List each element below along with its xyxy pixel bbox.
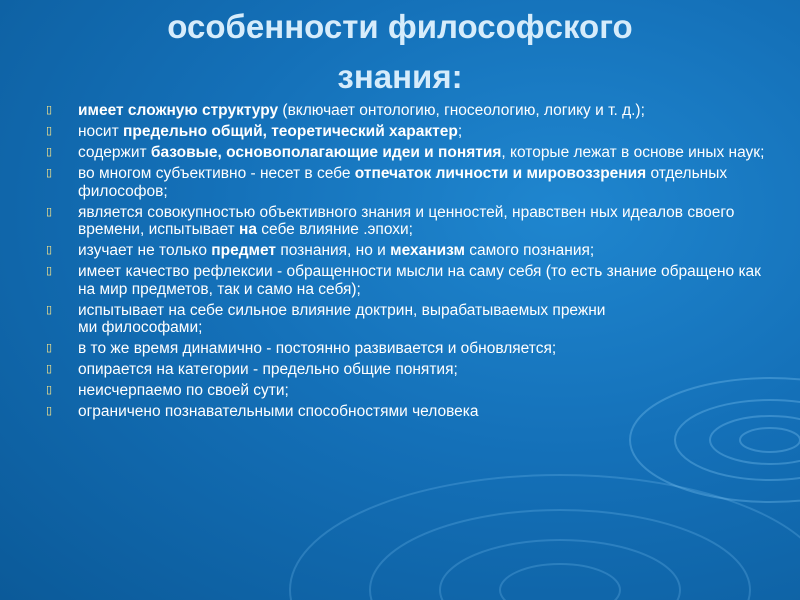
bullet-item [46, 382, 766, 400]
bullet-text: познания, но и [276, 242, 391, 259]
bullet-item [46, 123, 766, 141]
bullet-bold-text: предельно общий, теоретический характер [123, 123, 458, 140]
bullet-item [46, 165, 766, 200]
bullet-item [46, 361, 766, 379]
bullet-marker-icon: ▯ [46, 265, 53, 277]
bullet-text: ; [457, 123, 463, 140]
bullet-text: имеет качество рефлексии - обращенности мысли на саму себя (то есть знание обращено как на мир предметов, так и само на себя); [78, 263, 761, 298]
slide-title-line1: особенности философского [167, 8, 633, 45]
bullet-marker-icon: ▯ [46, 146, 53, 158]
bullet-text: носит [78, 123, 123, 140]
bullet-marker-icon: ▯ [46, 363, 53, 375]
bullet-text: является совокупностью объективного знания и ценностей, нравствен ных идеалов своего времени, испытывает [78, 203, 735, 238]
bullet-marker-icon: ▯ [46, 167, 53, 179]
bullet-marker-icon: ▯ [46, 104, 53, 116]
bullet-text: себе влияние .эпохи; [256, 221, 413, 238]
bullet-item [46, 102, 766, 120]
bullet-text: испытывает на себе сильное влияние доктрин, вырабатываемых прежни [78, 301, 606, 319]
bullet-bold-text: имеет сложную структуру [78, 102, 279, 119]
bullet-bold-text: базовые, основополагающие идеи и понятия [150, 144, 502, 161]
bullet-marker-icon: ▯ [46, 384, 53, 396]
bullet-bold-text: предмет [211, 242, 277, 259]
bullet-item [46, 403, 766, 421]
bullet-marker-icon: ▯ [46, 303, 53, 316]
bullet-text: (включает онтологию, гносеологию, логику и т. д.); [278, 102, 645, 119]
bullet-item [46, 204, 766, 239]
bullet-bold-text: механизм [390, 242, 465, 259]
slide-title [0, 2, 800, 102]
slide-title-line2: знания: [337, 58, 463, 95]
bullet-bold-text: отпечаток личности и мировоззрения [354, 165, 647, 182]
bullet-text: ми философами; [78, 319, 203, 336]
bullet-marker-icon: ▯ [46, 405, 53, 417]
bullet-item [46, 144, 766, 162]
bullet-item [46, 263, 766, 298]
bullet-text: во многом субъективно - несет в себе [78, 165, 355, 182]
bullet-item [46, 340, 766, 358]
bullet-text: самого познания; [464, 242, 595, 259]
bullet-text: отдельных философов; [78, 165, 728, 200]
bullet-text: неисчерпаемо по своей сути; [78, 382, 289, 399]
bullet-item [46, 302, 766, 337]
bullet-text: , которые лежат в основе иных наук; [501, 144, 765, 161]
bullet-text: в то же время динамично - постоянно развивается и обновляется; [78, 340, 557, 357]
bullet-list [46, 102, 766, 424]
bullet-marker-icon: ▯ [46, 125, 53, 137]
bullet-bold-text: на [238, 221, 257, 238]
bullet-text: опирается на категории - предельно общие понятия; [78, 361, 458, 378]
bullet-marker-icon: ▯ [46, 342, 53, 354]
bullet-text: содержит [78, 144, 151, 161]
bullet-marker-icon: ▯ [46, 244, 53, 256]
bullet-item [46, 242, 766, 260]
bullet-text: ограничено познавательными способностями человека [78, 403, 479, 420]
bullet-marker-icon: ▯ [46, 205, 53, 218]
bullet-text: изучает не только [78, 242, 212, 259]
